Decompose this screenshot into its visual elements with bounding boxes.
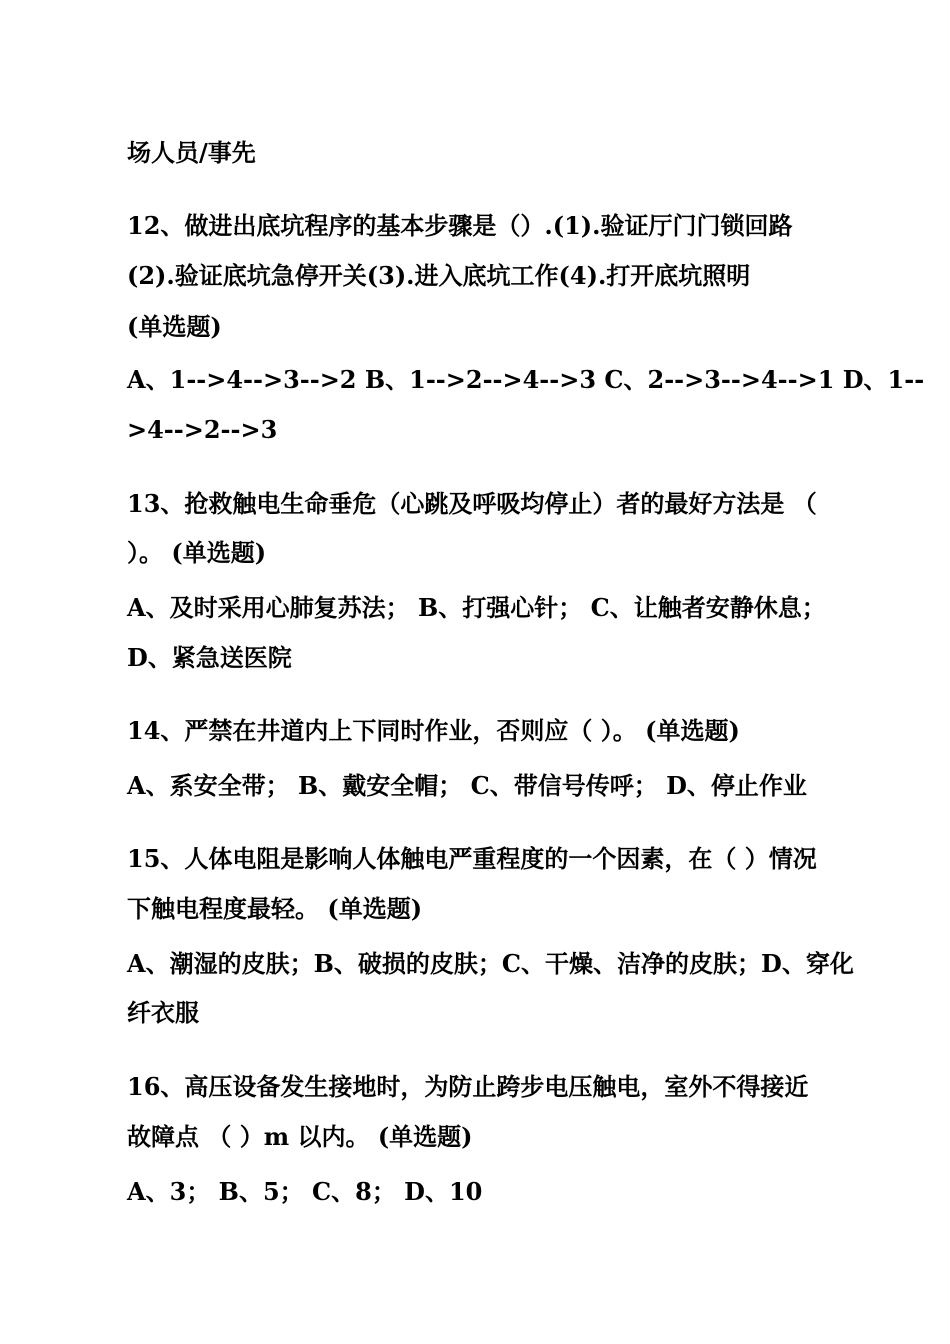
question-15-text: 15、人体电阻是影响人体触电严重程度的一个因素，在（ ）情况 [127,844,817,873]
question-13-options-cont: D、紧急送医院 [127,643,292,672]
question-12-text-cont: (2).验证底坑急停开关(3).进入底坑工作(4).打开底坑照明 [127,261,751,290]
question-15-text-cont: 下触电程度最轻。 (单选题) [127,894,423,923]
question-13-text: 13、抢救触电生命垂危（心跳及呼吸均停止）者的最好方法是 （ [127,489,817,518]
question-16-text-cont: 故障点 （ ）m 以内。 (单选题) [127,1122,473,1151]
text-line-continuation: 场人员/事先 [127,138,256,167]
question-13-options: A、及时采用心肺复苏法； B、打强心针； C、让触者安静休息； [127,593,826,622]
question-16-text: 16、高压设备发生接地时，为防止跨步电压触电，室外不得接近 [127,1072,809,1101]
question-14-text: 14、严禁在井道内上下同时作业，否则应（ ）。 (单选题) [127,716,740,745]
question-12-options-cont: >4-->2-->3 [127,415,278,444]
question-13-type: ）。 (单选题) [127,538,267,567]
question-16-options: A、3； B、5； C、8； D、10 [127,1177,483,1206]
question-12-type: (单选题) [127,312,222,341]
question-12-text: 12、做进出底坑程序的基本步骤是（）.(1).验证厅门门锁回路 [127,211,793,240]
question-15-options-cont: 纤衣服 [127,998,199,1027]
question-12-options: A、1-->4-->3-->2 B、1-->2-->4-->3 C、2-->3-->4-->1 D、1-- [127,365,925,394]
question-14-options: A、系安全带； B、戴安全帽； C、带信号传呼； D、停止作业 [127,771,807,800]
question-15-options: A、潮湿的皮肤；B、破损的皮肤；C、干燥、洁净的皮肤；D、穿化 [127,949,854,978]
